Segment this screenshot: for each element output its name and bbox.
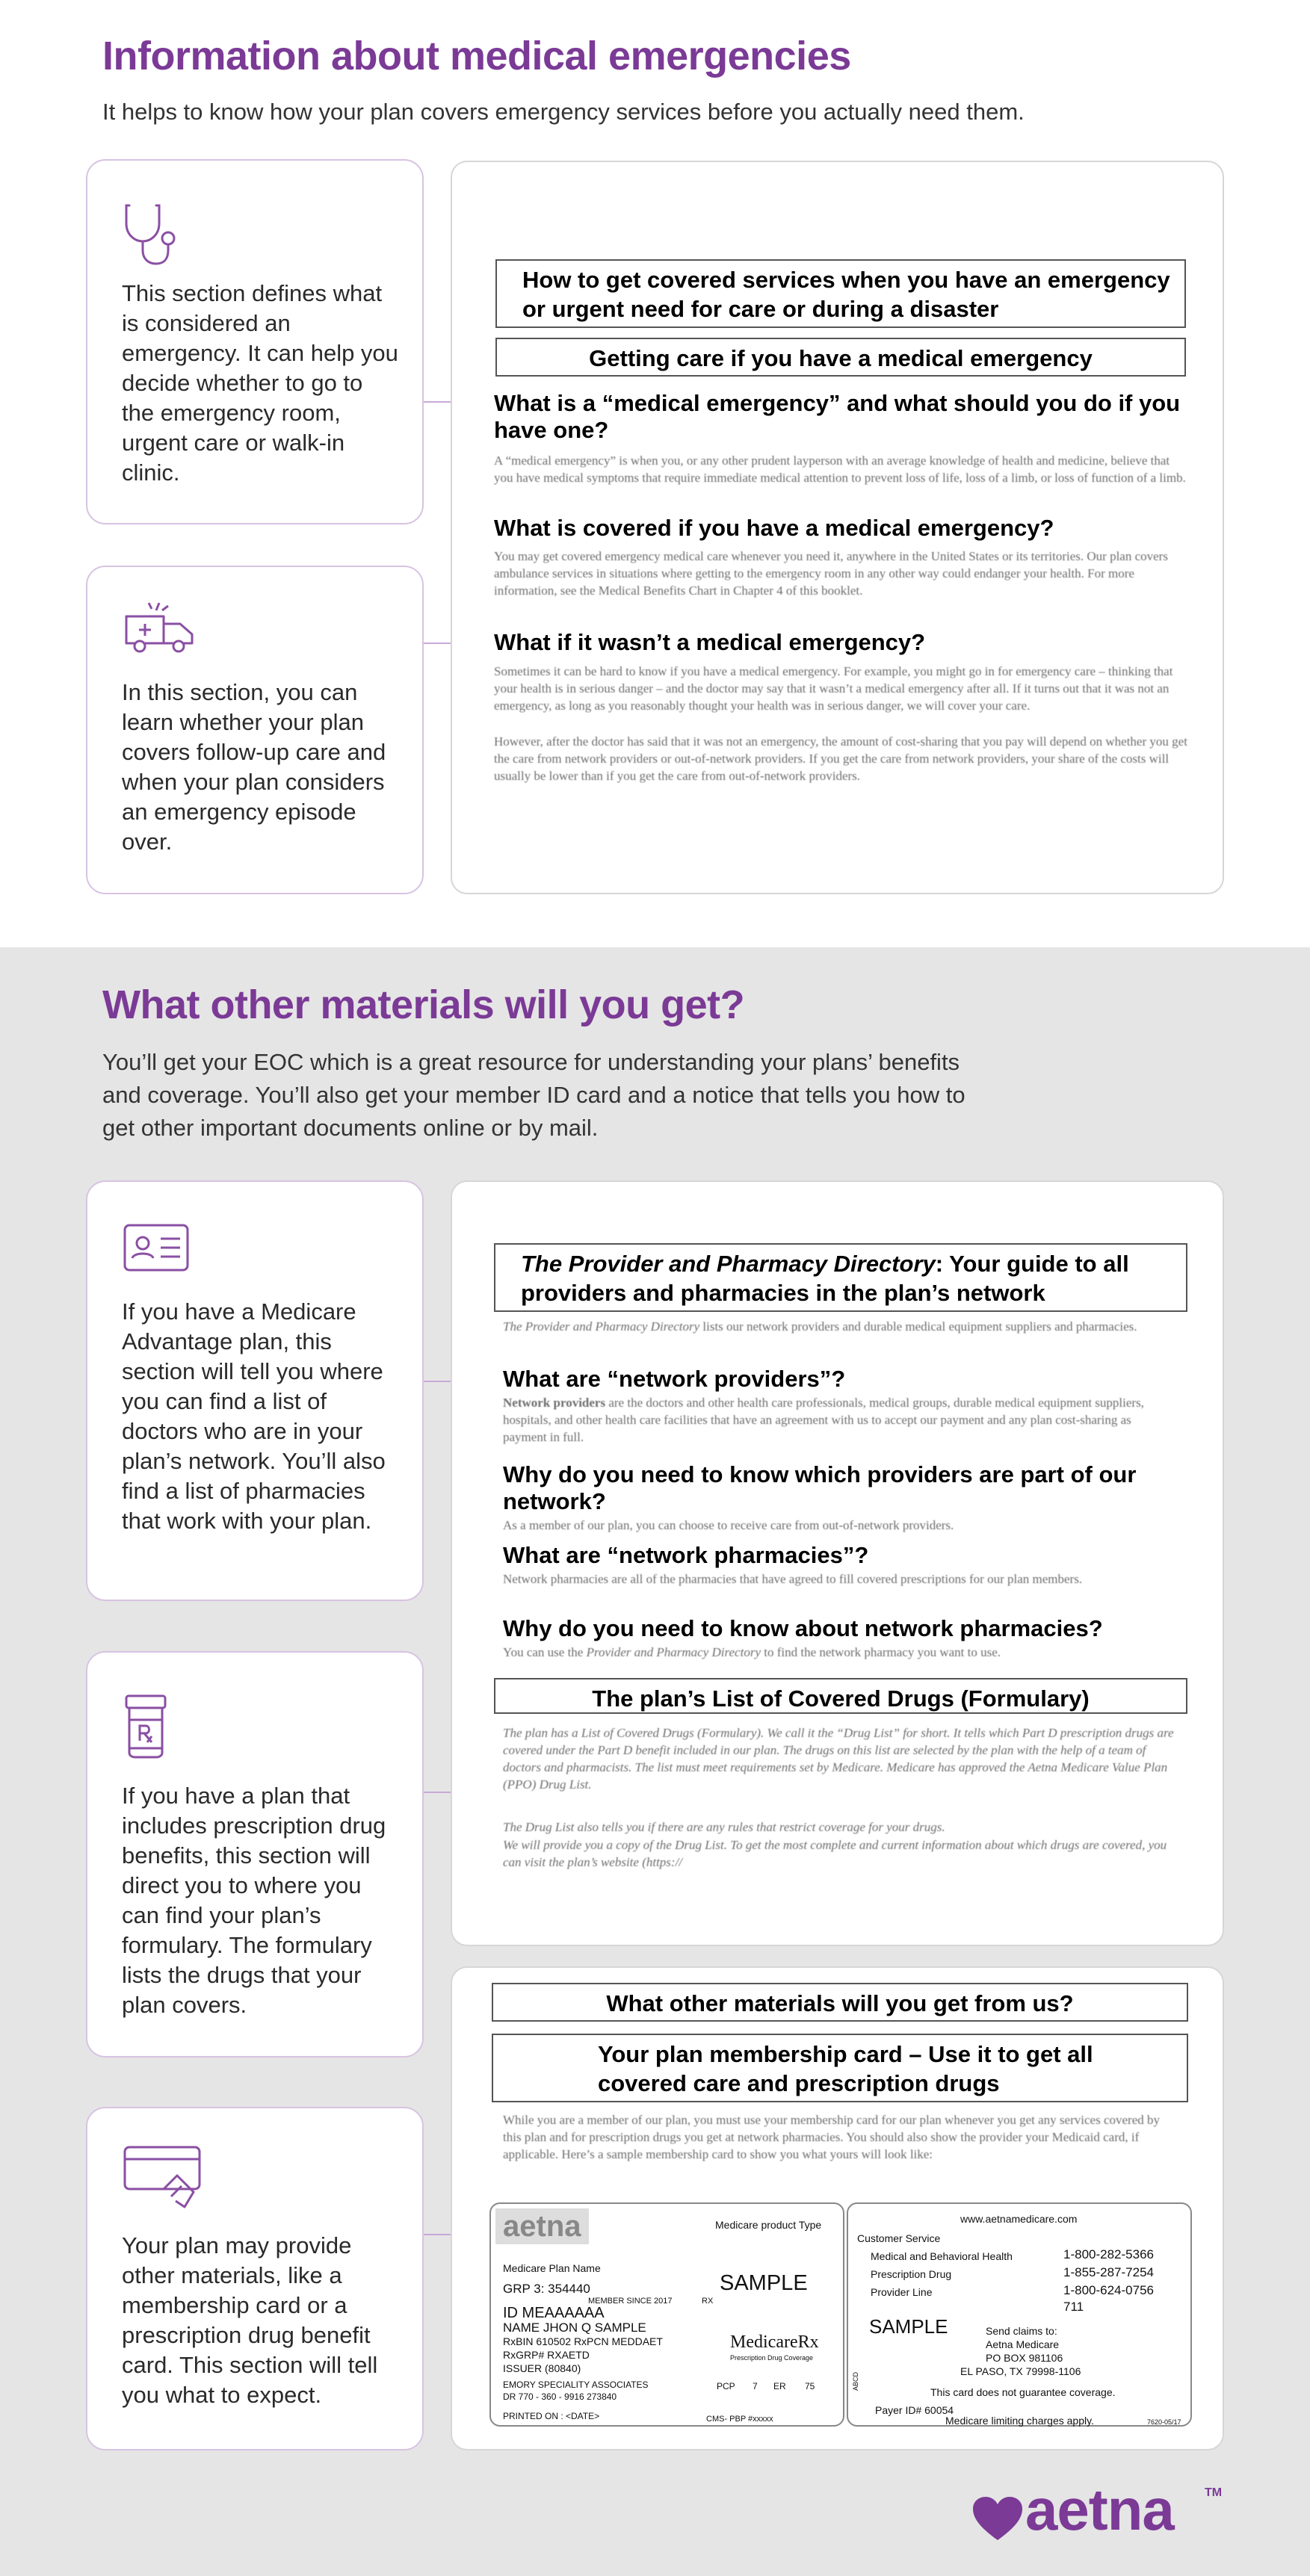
card-hand-icon — [122, 2143, 204, 2210]
doc-paragraph — [503, 1644, 1175, 1661]
card-phone-value: 1-855-287-7254 — [1063, 2265, 1154, 2279]
doc-question: What is a “medical emergency” and what should you do if you have one? — [494, 390, 1181, 443]
doc-paragraph-italic: The Provider and Pharmacy Directory — [503, 1319, 700, 1334]
info-card-formulary — [86, 1651, 424, 2058]
doc-paragraph-rest: are the doctors and other health care professionals, medical groups, durable medical equipment suppliers, hospitals, and other health care facilities that have an agreement with us to accept our payment and any plan cost-sharing as payment in full. — [503, 1396, 1144, 1444]
card-issuer: ISSUER (80840) — [503, 2362, 581, 2374]
card-send-claims: Send claims to: — [986, 2325, 1057, 2337]
card-id: ID MEAAAAAA — [503, 2305, 605, 2321]
card-product-type: Medicare product Type — [715, 2219, 822, 2231]
info-card-text: This section defines what is considered an emergency. It can help you decide whether to go to the emergency room, urgent care or walk-in clinic. — [122, 280, 398, 486]
document-excerpt-emergencies — [451, 161, 1224, 894]
doc-paragraph: As a member of our plan, you can choose to receive care from out-of-network providers. — [503, 1518, 954, 1532]
doc-question: Why do you need to know about network pharmacies? — [503, 1615, 1103, 1641]
medicare-rx-subtitle: Prescription Drug Coverage — [730, 2354, 814, 2362]
info-card-text: Your plan may provide other materials, like a membership card or a prescription drug benefit card. This section will tell you what to expect. — [122, 2232, 378, 2408]
heart-icon — [971, 2495, 1024, 2542]
doc-box-heading: Getting care if you have a medical emergency — [495, 338, 1186, 377]
section2-subtitle: You’ll get your EOC which is a great resource for understanding your plans’ benefits and coverage. You’ll also get your member ID card and a notice that tells you how to get other important documents online or by mail. — [102, 1049, 965, 1141]
section1-subtitle: It helps to know how your plan covers emergency services before you actually need them. — [102, 99, 1025, 125]
doc-paragraph-rest: lists our network providers and durable medical equipment suppliers and pharmacies. — [699, 1319, 1137, 1334]
doc-paragraph: Sometimes it can be hard to know if you have a medical emergency. For example, you might go in for emergency care – thinking that your health is in serious danger – and the doctor may say that it wasn’t a medical emergency after all. If it turns out that it was not an emergency, as long as you reasonably thought your health was in serious danger, we will cover your care. — [494, 664, 1173, 713]
card-phone-label: Medical and Behavioral Health — [871, 2250, 1013, 2262]
doc-paragraph-italic: Provider and Pharmacy Directory — [586, 1645, 761, 1659]
card-associates: EMORY SPECIALITY ASSOCIATES — [503, 2380, 649, 2390]
card-rx: RX — [702, 2297, 714, 2306]
doc-box-heading-italic: The Provider and Pharmacy Directory — [521, 1251, 936, 1277]
doc-question: Why do you need to know which providers are part of our network? — [503, 1461, 1137, 1514]
id-card-icon — [122, 1222, 191, 1275]
card-group: GRP 3: 354440 — [503, 2282, 590, 2296]
card-sample: SAMPLE — [720, 2271, 808, 2295]
card-payer-id: Payer ID# 60054 — [875, 2404, 954, 2416]
card-cms-pbp: CMS- PBP #xxxxx — [706, 2415, 773, 2424]
info-card-text: If you have a Medicare Advantage plan, this section will tell you where you can find a list of doctors who are in your plan’s network. You’ll also find a list of pharmacies that work with your plan. — [122, 1298, 386, 1534]
card-customer-service: Customer Service — [857, 2232, 941, 2244]
doc-paragraph: A “medical emergency” is when you, or any other prudent layperson with an average knowledge of health and medicine, believe that you have medical symptoms that require immediate medical attention to prevent loss of life, loss of a limb, or loss of function of a limb. — [494, 453, 1186, 485]
doc-paragraph-pre: You can use the — [503, 1645, 587, 1659]
doc-paragraph: Network pharmacies are all of the pharmacies that have agreed to fill covered prescriptions for our plan members. — [503, 1572, 1083, 1586]
card-member-name: NAME JHON Q SAMPLE — [503, 2320, 646, 2335]
section1-title: Information about medical emergencies — [102, 34, 851, 78]
card-address-line: EL PASO, TX 79998-1106 — [960, 2365, 1081, 2377]
card-rxgrp: RxGRP# RXAETD — [503, 2349, 590, 2361]
doc-paragraph: While you are a member of our plan, you must use your membership card for our plan whenever you get any services covered by this plan and for prescription drugs you get at network pharmacies. You should also show the provider your Medicaid card, if applicable. Here’s a sample membership card to show you what yours will look like: — [503, 2113, 1160, 2161]
card-phone-value: 1-800-282-5366 — [1063, 2247, 1154, 2261]
info-card-text: In this section, you can learn whether your plan covers follow-up care and when your plan considers an emergency episode over. — [122, 679, 386, 855]
membership-card-back — [847, 2202, 1192, 2427]
membership-card-front — [489, 2202, 844, 2427]
document-excerpt-provider-directory — [451, 1180, 1224, 1946]
card-phone-value: 711 — [1063, 2300, 1084, 2314]
doc-question: What if it wasn’t a medical emergency? — [494, 629, 926, 655]
doc-box-heading — [494, 1243, 1187, 1312]
doc-question: What are “network pharmacies”? — [503, 1542, 869, 1568]
card-doctor: DR 770 - 360 - 9916 273840 — [503, 2391, 617, 2402]
doc-box-heading: Your plan membership card – Use it to get all covered care and prescription drugs — [492, 2034, 1188, 2102]
card-pcp-value: 7 — [753, 2381, 758, 2391]
doc-question: What are “network providers”? — [503, 1366, 846, 1392]
ambulance-icon — [122, 600, 197, 657]
doc-paragraph: The plan has a List of Covered Drugs (Formulary). We call it the “Drug List” for short. It tells which Part D prescription drugs are covered under the Part D benefit included in our plan. The drugs on this list are selected by the plan with the help of a team of doctors and pharmacists. The list must meet requirements set by Medicare. Medicare has approved the Aetna Medicare Value Plan (PPO) Drug List. — [503, 1726, 1174, 1792]
doc-paragraph — [503, 1318, 1175, 1335]
card-form-code: 7620-05/17 — [1147, 2418, 1181, 2426]
card-er-value: 75 — [805, 2381, 815, 2391]
doc-box-heading-rest: : Your guide to all providers and pharmacies in the plan’s network — [521, 1251, 1129, 1306]
card-phone-label: Prescription Drug — [871, 2268, 952, 2280]
card-limiting-charges: Medicare limiting charges apply. — [945, 2415, 1094, 2427]
card-address-line: Aetna Medicare — [986, 2338, 1060, 2350]
document-excerpt-membership-card — [451, 1966, 1224, 2450]
card-er-label: ER — [773, 2381, 786, 2391]
aetna-wordmark: aetna — [1025, 2477, 1174, 2542]
card-phone-label: Provider Line — [871, 2286, 933, 2298]
doc-paragraph: You may get covered emergency medical care whenever you need it, anywhere in the United States or its territories. Our plan covers ambulance services in situations where getting to the emergency room in any other way could endanger your health. For more information, see the Medical Benefits Chart in Chapter 4 of this booklet. — [494, 549, 1168, 598]
card-rxbin: RxBIN 610502 RxPCN MEDDAET — [503, 2335, 663, 2347]
doc-paragraph-bold: Network providers — [503, 1396, 606, 1410]
doc-paragraph-post: to find the network pharmacy you want to use. — [761, 1645, 1001, 1659]
trademark-symbol: TM — [1205, 2486, 1223, 2499]
card-address-line: PO BOX 981106 — [986, 2352, 1063, 2364]
medicare-rx-logo: MedicareRx — [730, 2332, 819, 2352]
card-plan-name: Medicare Plan Name — [503, 2262, 601, 2274]
info-card-emergency-definition — [86, 159, 424, 524]
card-phone-value: 1-800-624-0756 — [1063, 2283, 1154, 2297]
card-sample: SAMPLE — [869, 2315, 948, 2338]
card-printed-on: PRINTED ON : <DATE> — [503, 2411, 600, 2421]
doc-paragraph — [503, 1394, 1175, 1446]
info-card-follow-up-care — [86, 566, 424, 894]
card-member-since: MEMBER SINCE 2017 — [588, 2297, 673, 2306]
stethoscope-icon — [122, 201, 182, 268]
doc-paragraph: However, after the doctor has said that it was not an emergency, the amount of cost-sharing that you pay will depend on whether you get the care from network providers or out-of-network providers. If you get the care from network providers, your share of the costs will usually be lower than if you get the care from out-of-network providers. — [494, 734, 1187, 783]
card-side-code: ABCD — [852, 2371, 859, 2391]
doc-box-heading: How to get covered services when you have an emergency or urgent need for care or during a disaster — [495, 259, 1186, 328]
card-guarantee-note: This card does not guarantee coverage. — [930, 2386, 1116, 2398]
doc-question: What is covered if you have a medical emergency? — [494, 515, 1054, 541]
card-pcp-label: PCP — [717, 2381, 735, 2391]
doc-box-heading: The plan’s List of Covered Drugs (Formulary) — [494, 1678, 1187, 1714]
info-card-other-materials — [86, 2107, 424, 2450]
prescription-bottle-icon — [122, 1693, 170, 1760]
doc-paragraph: The Drug List also tells you if there are any rules that restrict coverage for your drugs. — [503, 1820, 945, 1834]
aetna-card-logo: aetna — [495, 2208, 589, 2244]
doc-box-heading: What other materials will you get from us? — [492, 1983, 1188, 2022]
card-website: www.aetnamedicare.com — [960, 2213, 1078, 2225]
aetna-footer-logo — [971, 2477, 1226, 2555]
info-card-text: If you have a plan that includes prescription drug benefits, this section will direct you to where you can find your plan’s formulary. The formulary lists the drugs that your plan covers. — [122, 1783, 386, 2018]
info-card-provider-directory — [86, 1180, 424, 1601]
doc-paragraph: We will provide you a copy of the Drug List. To get the most complete and current information about which drugs are covered, you can visit the plan’s website (https:// — [503, 1838, 1167, 1869]
section2-title: What other materials will you get? — [102, 982, 745, 1027]
